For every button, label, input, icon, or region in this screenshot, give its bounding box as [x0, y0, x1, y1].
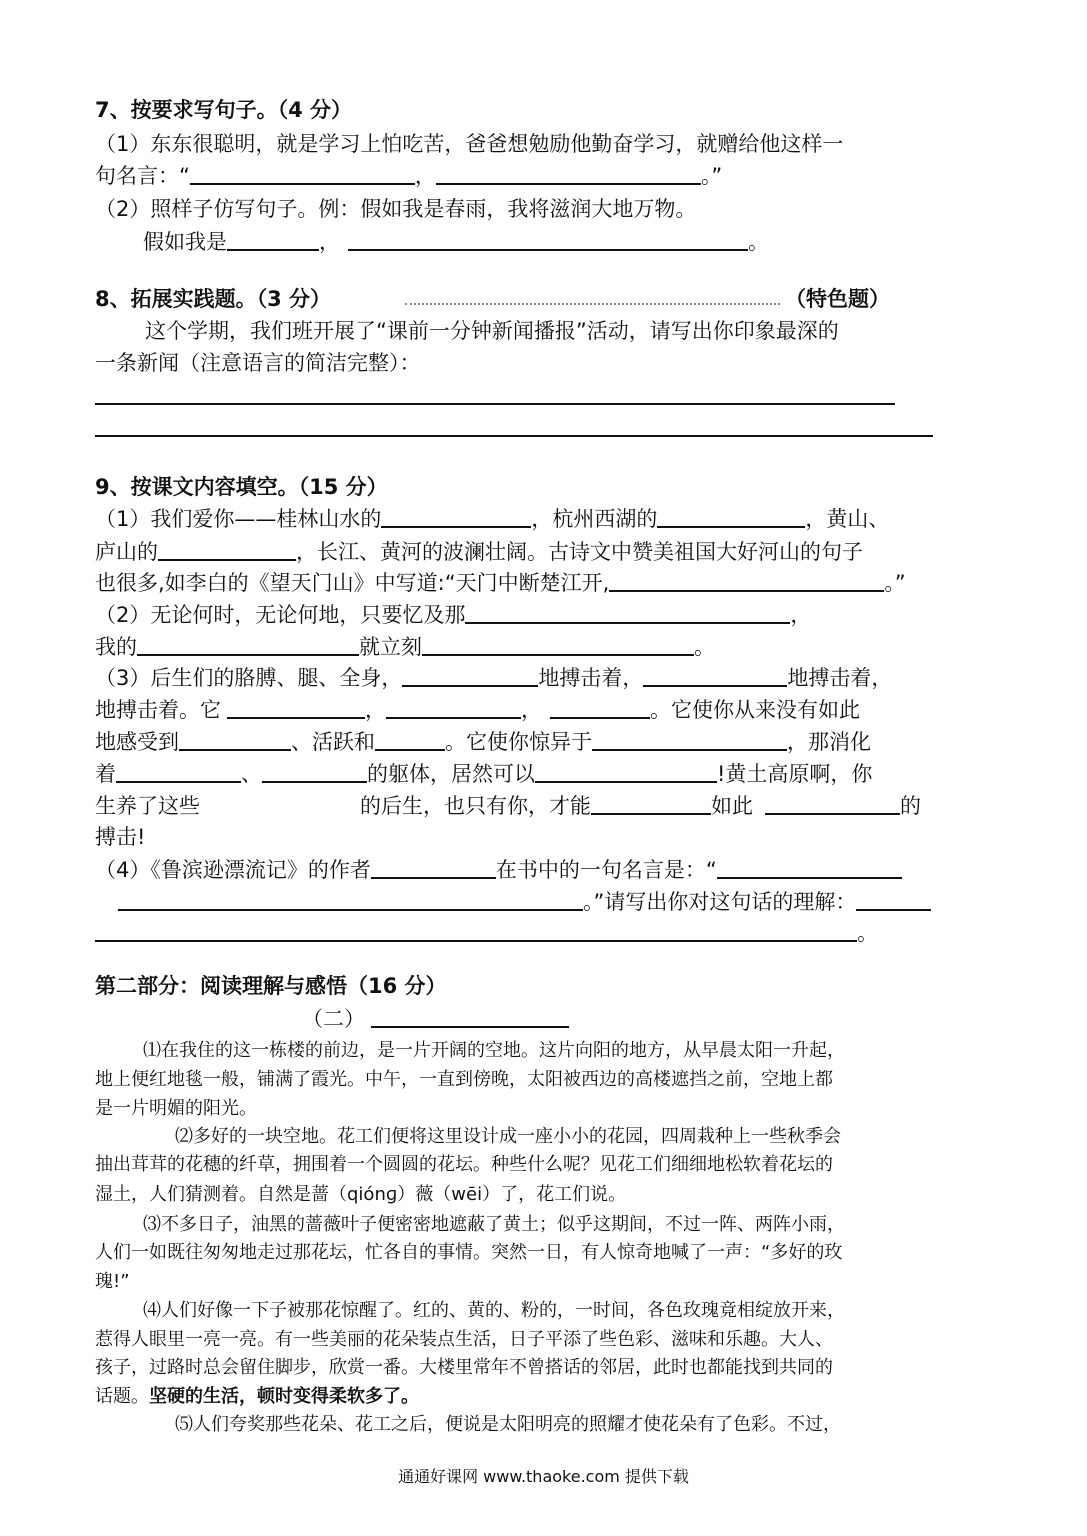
- q9-text: 生养了这些: [95, 794, 200, 818]
- answer-blank[interactable]: [856, 889, 931, 911]
- answer-blank[interactable]: [591, 793, 711, 815]
- paragraph-1-line: 地上便红地毯一般，铺满了霞光。中午，一直到傍晚，太阳被西边的高楼遮挡之前，空地上都: [95, 1069, 833, 1090]
- answer-blank[interactable]: [371, 857, 496, 879]
- q9-text: 着: [95, 762, 116, 786]
- p4-highlight-sentence: 坚硬的生活，顿时变得柔软多了。: [149, 1386, 419, 1407]
- part2-sub-label: （二）: [302, 1007, 365, 1031]
- answer-blank[interactable]: [535, 761, 717, 783]
- part2-subtitle: [302, 1006, 569, 1032]
- q9-line7: [95, 697, 860, 723]
- q9-text: 也很多,如李白的《望天门山》中写道:“天门中断楚江开,: [95, 571, 610, 595]
- q9-text: ，黄山、: [805, 507, 890, 531]
- q9-line6: [95, 665, 892, 691]
- answer-blank[interactable]: [227, 229, 319, 251]
- paragraph-4-line: 惹得人眼里一亮一亮。有一些美丽的花朵装点生活，日子平添了些色彩、滋味和乐趣。大人、: [95, 1329, 833, 1350]
- q7-p1-line1: （1）东东很聪明，就是学习上怕吃苦，爸爸想勉励他勤奋学习，就赠给他这样一: [95, 132, 844, 156]
- part2-title: 第二部分：阅读理解与感悟（16 分）: [95, 974, 447, 998]
- paragraph-3-line: 瑰!”: [95, 1271, 130, 1292]
- answer-blank[interactable]: [592, 729, 787, 751]
- q9-text: ，那消化: [787, 730, 871, 754]
- q9-text: 。它使你从来没有如此: [650, 698, 860, 722]
- q9-text: ，杭州西湖的: [531, 507, 658, 531]
- q9-line9: [95, 761, 872, 787]
- q9-line13: [118, 889, 931, 915]
- q9-text: 地搏击着，: [538, 666, 644, 690]
- q9-text: 的: [900, 794, 921, 818]
- q9-line2: [95, 539, 863, 565]
- q9-text: 、: [241, 762, 262, 786]
- q9-text: （1）我们爱你——桂林山水的: [95, 507, 382, 531]
- answer-blank[interactable]: [179, 729, 291, 751]
- q9-text: 的躯体，居然可以: [367, 762, 535, 786]
- answer-blank[interactable]: [717, 857, 902, 879]
- dotted-divider: [405, 303, 780, 305]
- q7-end-quote: 。”: [700, 164, 723, 188]
- answer-blank[interactable]: [95, 920, 857, 942]
- answer-blank[interactable]: [422, 634, 694, 656]
- answer-blank[interactable]: [550, 697, 650, 719]
- paragraph-2-line: 湿土，人们猜测着。自然是蔷（qiónɡ）薇（wēi）了，花工们说。: [95, 1184, 627, 1205]
- q9-text: 地搏击着。它: [95, 698, 221, 722]
- q9-text: ，长江、黄河的波澜壮阔。古诗文中赞美祖国大好河山的句子: [296, 540, 863, 564]
- answer-blank[interactable]: [137, 634, 359, 656]
- q9-text: 庐山的: [95, 540, 158, 564]
- q7-p2-line1: （2）照样子仿写句子。例：假如我是春雨，我将滋润大地万物。: [95, 197, 697, 221]
- q9-line4: [95, 602, 811, 628]
- q9-line3: [95, 570, 906, 596]
- answer-line[interactable]: [95, 403, 895, 405]
- q7-p2-prefix: 假如我是: [143, 230, 227, 254]
- q9-text: 就立刻: [359, 635, 422, 659]
- paragraph-3-line: ⑶不多日子，油黑的蔷薇叶子便密密地遮蔽了黄土；似乎这期间，不过一阵、两阵小雨，: [143, 1214, 845, 1235]
- q9-text: 。”: [884, 571, 906, 595]
- q9-text: 地感受到: [95, 730, 179, 754]
- q7-p1-line2: [95, 163, 722, 189]
- q9-line14: [95, 920, 878, 946]
- q9-line5: [95, 634, 715, 660]
- q8-line1: 这个学期，我们班开展了“课前一分钟新闻播报”活动，请写出你印象最深的: [145, 319, 839, 343]
- q9-text: 的后生，也只有你，才能: [360, 794, 591, 818]
- q9-line11: 搏击!: [95, 825, 146, 849]
- answer-blank[interactable]: [118, 889, 583, 911]
- q9-text: 在书中的一句名言是：“: [495, 858, 717, 882]
- q9-text: 。: [857, 921, 878, 945]
- q9-text: 。”请写出你对这句话的理解：: [583, 890, 857, 914]
- answer-blank[interactable]: [643, 665, 787, 687]
- paragraph-1-line: 是一片明媚的阳光。: [95, 1098, 257, 1119]
- q9-text: ，: [365, 698, 386, 722]
- q9-text: !黄土高原啊，你: [717, 762, 873, 786]
- q9-text: ，: [521, 698, 542, 722]
- answer-blank[interactable]: [348, 229, 748, 251]
- q7-title: 7、按要求写句子。（4 分）: [95, 98, 353, 122]
- q9-line12: [95, 857, 902, 883]
- q9-line1: [95, 506, 889, 532]
- q7-p1-prefix: 句名言：“: [95, 164, 190, 188]
- title-blank[interactable]: [371, 1006, 569, 1028]
- q9-text: （3）后生们的胳膊、腿、全身，: [95, 666, 403, 690]
- q9-text: 我的: [95, 635, 137, 659]
- q9-text: 。它使你惊异于: [445, 730, 592, 754]
- q9-line8: [95, 729, 871, 755]
- q9-text: （2）无论何时，无论何地，只要忆及那: [95, 603, 466, 627]
- q8-tag: （特色题）: [785, 287, 890, 311]
- answer-blank[interactable]: [158, 539, 296, 561]
- answer-blank[interactable]: [436, 163, 701, 185]
- answer-line[interactable]: [95, 435, 933, 437]
- q7-comma: ，: [414, 164, 436, 188]
- q8-title: 8、拓展实践题。（3 分）: [95, 287, 332, 311]
- paragraph-3-line: 人们一如既往匆匆地走过那花坛，忙各自的事情。突然一日，有人惊奇地喊了一声：“多好的玫: [95, 1242, 843, 1263]
- paragraph-4-line: ⑷人们好像一下子被那花惊醒了。红的、黄的、粉的，一时间，各色玫瑰竟相绽放开来，: [143, 1300, 845, 1321]
- paragraph-2-line: ⑵多好的一块空地。花工们便将这里设计成一座小小的花园，四周栽种上一些秋季会: [175, 1126, 841, 1147]
- paragraph-5-line: ⑸人们夸奖那些花朵、花工之后，便说是太阳明亮的照耀才使花朵有了色彩。不过，: [175, 1414, 841, 1435]
- answer-blank[interactable]: [386, 697, 521, 719]
- answer-blank[interactable]: [190, 163, 415, 185]
- q7-period: 。: [748, 230, 769, 254]
- q8-line2: 一条新闻（注意语言的简洁完整）：: [95, 351, 421, 375]
- answer-blank[interactable]: [375, 729, 445, 751]
- paragraph-2-line: 抽出茸茸的花穗的纤草，拥围着一个圆圆的花坛。种些什么呢？见花工们细细地松软着花坛的: [95, 1154, 833, 1175]
- answer-blank[interactable]: [262, 761, 367, 783]
- paragraph-4-line: [95, 1385, 419, 1409]
- answer-blank[interactable]: [402, 665, 538, 687]
- q9-text: 。: [694, 635, 715, 659]
- answer-blank[interactable]: [765, 793, 900, 815]
- paragraph-4-line: 孩子，过路时总会留住脚步，欣赏一番。大楼里常年不曾搭话的邻居，此时也都能找到共同的: [95, 1357, 833, 1378]
- q7-p2-line2: [143, 229, 769, 255]
- paragraph-1-line: ⑴在我住的这一栋楼的前边，是一片开阔的空地。这片向阳的地方，从早晨太阳一升起，: [143, 1040, 845, 1061]
- q9-title: 9、按课文内容填空。（15 分）: [95, 475, 388, 499]
- q9-text: 、活跃和: [291, 730, 375, 754]
- answer-blank[interactable]: [227, 697, 365, 719]
- answer-blank[interactable]: [381, 506, 531, 528]
- q9-line10: [95, 793, 921, 819]
- q9-text: ，: [790, 603, 812, 627]
- page-footer: 通通好课网 www.thaoke.com 提供下载: [398, 1467, 689, 1486]
- answer-blank[interactable]: [657, 506, 805, 528]
- answer-blank[interactable]: [465, 602, 790, 624]
- q9-text: 如此: [711, 794, 753, 818]
- answer-blank[interactable]: [116, 761, 241, 783]
- p4-text: 话题。: [95, 1386, 149, 1407]
- q7-comma: ，: [319, 230, 340, 254]
- q9-text: （4）《鲁滨逊漂流记》的作者: [95, 858, 371, 882]
- q9-text: 地搏击着，: [787, 666, 893, 690]
- answer-blank[interactable]: [609, 570, 884, 592]
